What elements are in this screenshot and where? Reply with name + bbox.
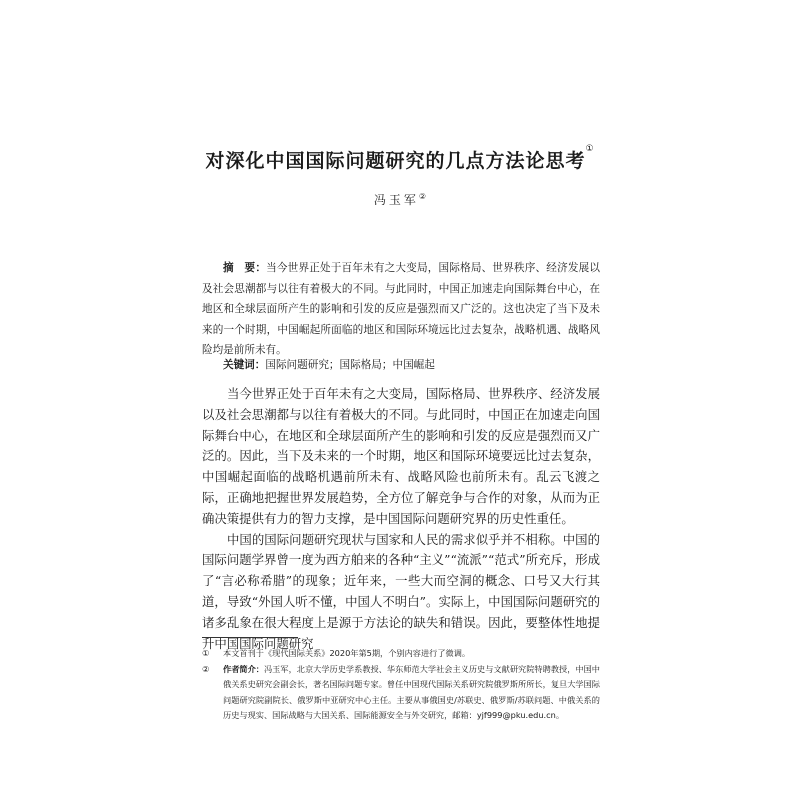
body-paragraph-1: 当今世界正处于百年未有之大变局，国际格局、世界秩序、经济发展以及社会思潮都与以往有着极大的不同。与此同时，中国正在加速走向国际舞台中心，在地区和全球层面所产生的影响和引发的反应是强烈而又广泛的。因此，当下及未来的一个时期，地区和国际环境要远比过去复杂，中国崛起面临的战略机遇前所未有、战略风险也前所未有。乱云飞渡之际，正确地把握世界发展趋势，全方位了解竞争与合作的对象，从而为正确决策提供有力的智力支撑，是中国国际问题研究界的历史性重任。 bbox=[202, 386, 600, 526]
abstract bbox=[202, 258, 600, 361]
footnote-2-text: 冯玉军，北京大学历史学系教授、华东师范大学社会主义历史与文献研究院特聘教授，中国中俄关系史研究会副会长，著名国际问题专家。曾任中国现代国际关系研究院俄罗斯所所长，复旦大学国际问题研究院副院长、俄罗斯中亚研究中心主任。主要从事俄国史/苏联史、俄罗斯/苏联问题、中俄关系的历史与现实、国际战略与大国关系、国际能源安全与外交研究，邮箱：yjf999@pku.edu.cn。 bbox=[223, 663, 600, 720]
title-text: 对深化中国国际问题研究的几点方法论思考 bbox=[205, 150, 586, 172]
footnotes bbox=[202, 646, 600, 724]
author-footnote-mark: ② bbox=[418, 192, 427, 201]
footnote-1-text: 本文首刊于《现代国际关系》2020年第5期，个别内容进行了微调。 bbox=[223, 648, 471, 658]
abstract-text: 当今世界正处于百年未有之大变局，国际格局、世界秩序、经济发展以及社会思潮都与以往有着极大的不同。与此同时，中国正加速走向国际舞台中心，在地区和全球层面所产生的影响和引发的反应是强烈而又广泛的。这也决定了当下及未来的一个时期，中国崛起所面临的地区和国际环境远比过去复杂，战略机遇、战略风险均是前所未有。 bbox=[202, 262, 600, 357]
article-title bbox=[0, 146, 800, 173]
author-name: 冯玉军 bbox=[373, 193, 419, 207]
footnote-2-label: 作者简介： bbox=[223, 663, 264, 674]
footnote-1 bbox=[202, 646, 600, 662]
keywords-label: 关键词： bbox=[223, 359, 266, 371]
footnote-divider bbox=[202, 637, 298, 638]
footnote-2 bbox=[202, 662, 600, 724]
abstract-label: 摘 要： bbox=[223, 262, 267, 274]
body-text bbox=[202, 384, 600, 654]
title-footnote-mark: ① bbox=[585, 144, 595, 154]
footnote-2-mark: ② bbox=[202, 663, 210, 674]
footnote-1-mark: ① bbox=[202, 648, 210, 658]
keywords-text: 国际问题研究；国际格局；中国崛起 bbox=[265, 359, 435, 371]
keywords bbox=[223, 355, 599, 375]
author-line bbox=[0, 191, 800, 208]
body-paragraph-2: 中国的国际问题研究现状与国家和人民的需求似乎并不相称。中国的国际问题学界曾一度为西方舶来的各种“主义”“流派”“范式”所充斥，形成了“言必称希腊”的现象；近年来，一些大而空洞的概念、口号又大行其道，导致“外国人听不懂，中国人不明白”。实际上，中国国际问题研究的诸多乱象在很大程度上是源于方法论的缺失和错误。因此，要整体性地提升中国国际问题研究 bbox=[202, 531, 600, 651]
